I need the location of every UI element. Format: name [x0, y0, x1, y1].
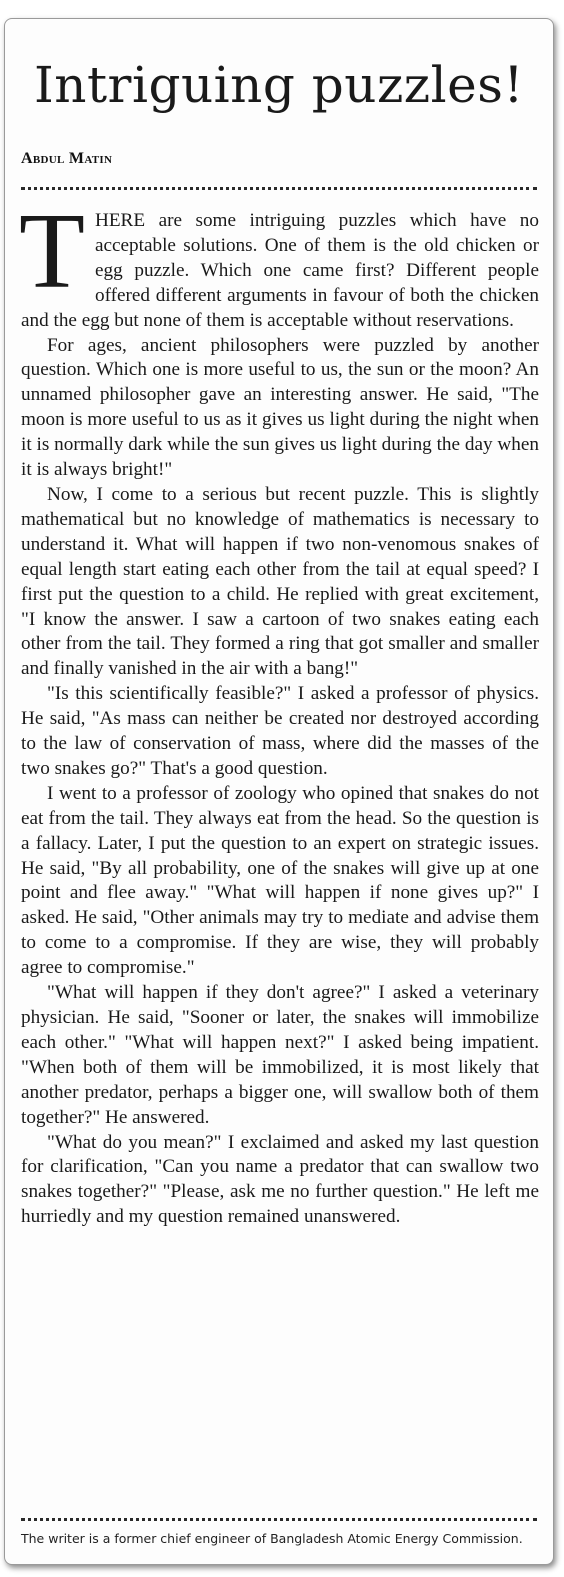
- paragraph-5: I went to a professor of zoology who opined that snakes do not eat from the tail. They always eat from the head. So the question is a fallacy. Later, I put the question to an expert on strategic issues. He said, "By all probability, one of the snakes will give up at one point and flee away." "What will happen if none gives up?" I asked. He said, "Other animals may try to mediate and advise them to come to a compromise. If they are wise, they will probably agree to compromise.": [21, 782, 539, 979]
- drop-cap: T: [19, 192, 85, 311]
- paragraph-3: Now, I come to a serious but recent puzzle. This is slightly mathematical but no knowledge of mathematics is necessary to understand it. What will happen if two non-venomous snakes of equal length start eating each other from the tail at equal speed? I first put the question to a child. He replied with great excitement, "I know the answer. I saw a cartoon of two snakes eating each other from the tail. They formed a ring that got smaller and smaller and finally vanished in the air with a bang!": [21, 483, 539, 680]
- dotted-divider-bottom: [21, 1518, 537, 1521]
- paragraph-6: "What will happen if they don't agree?" I asked a veterinary physician. He said, "Sooner or later, the snakes will immobilize each other." "What will happen next?" I asked being impatient. "When both of them will be immobilized, it is most likely that another predator, perhaps a bigger one, will swallow both of them together?" He answered.: [21, 982, 539, 1128]
- article-body: [19, 192, 539, 1230]
- paragraph-4: "Is this scientifically feasible?" I asked a professor of physics. He said, "As mass can neither be created nor destroyed according to the law of conservation of mass, where did the masses of the two snakes go?" That's a good question.: [21, 683, 539, 779]
- author-byline: Abdul Matin: [21, 150, 113, 167]
- article-title: Intriguing puzzles!: [34, 56, 524, 114]
- article-card: [4, 18, 554, 1565]
- paragraph-1: [19, 192, 539, 334]
- dotted-divider-top: [21, 187, 537, 190]
- author-note: The writer is a former chief engineer of Bangladesh Atomic Energy Commission.: [21, 1531, 523, 1546]
- paragraph-7: "What do you mean?" I exclaimed and asked my last question for clarification, "Can you name a predator that can swallow two snakes together?" "Please, ask me no further question." He left me hurriedly and my question remained unanswered.: [21, 1131, 539, 1228]
- paragraph-2: For ages, ancient philosophers were puzzled by another question. Which one is more useful to us, the sun or the moon? An unnamed philosopher gave an interesting answer. He said, "The moon is more useful to us as it gives us light during the night when it is normally dark while the sun gives us light during the day when it is always bright!": [21, 334, 539, 481]
- paragraph-1-text: HERE are some intriguing puzzles which have no acceptable solutions. One of them is the old chicken or egg puzzle. Which one came first? Different people offered different arguments in favour of both the chicken and the egg but none of them is acceptable without reservations.: [21, 210, 539, 331]
